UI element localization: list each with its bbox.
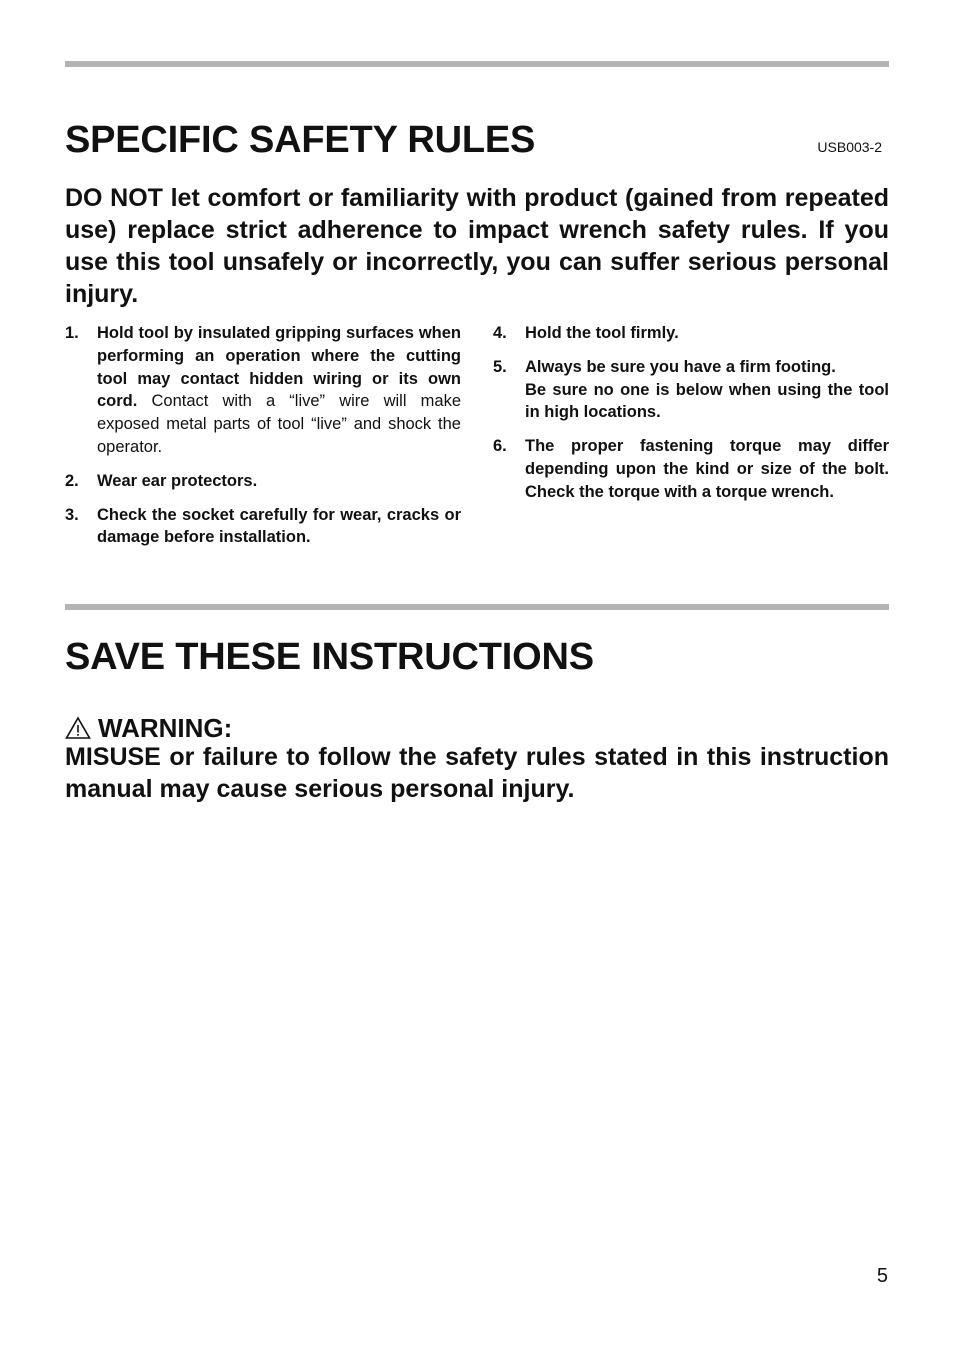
safety-intro-paragraph: DO NOT let comfort or familiarity with product (gained from repeated use) replace strict adherence to impact wrench safety rules. If you use this tool unsafely or incorrectly, you can suffer serious personal injury. xyxy=(65,184,889,308)
rule-number: 1. xyxy=(65,324,79,342)
document-code: USB003-2 xyxy=(817,139,882,155)
section-title-specific-safety-rules: SPECIFIC SAFETY RULES xyxy=(65,119,536,161)
middle-divider xyxy=(65,604,889,610)
rule-item xyxy=(65,322,461,459)
rule-item xyxy=(493,322,889,345)
top-divider xyxy=(65,61,889,67)
warning-triangle-icon xyxy=(65,716,91,740)
rule-bold-text: The proper fastening torque may differ depending upon the kind or size of the bolt. Check the torque with a torque wrench. xyxy=(525,437,889,501)
rule-bold-text: Hold the tool firmly. xyxy=(525,324,679,342)
rule-number: 5. xyxy=(493,357,507,376)
rule-bold-text: Wear ear protectors. xyxy=(97,471,258,490)
rule-bold-text: Hold tool by insulated gripping surfaces when performing an operation where the cutting tool may contact hidden wiring or its own cord. xyxy=(97,324,461,411)
rule-number: 2. xyxy=(65,471,79,490)
rules-list-right-column xyxy=(493,322,889,515)
rule-bold-text: Check the socket carefully for wear, cracks or damage before installation. xyxy=(97,505,461,547)
rule-item xyxy=(65,470,461,493)
page-number: 5 xyxy=(876,1265,888,1287)
rule-item xyxy=(493,435,889,503)
warning-heading xyxy=(65,712,232,744)
rule-normal-text: Contact with a “live” wire will make exposed metal parts of tool “live” and shock the operator. xyxy=(97,392,461,456)
rule-number: 4. xyxy=(493,324,507,342)
rule-item xyxy=(493,356,889,424)
warning-text: MISUSE or failure to follow the safety rules stated in this instruction manual may cause serious personal injury. xyxy=(65,743,889,803)
rule-number: 3. xyxy=(65,505,79,524)
rules-list-left-column xyxy=(65,322,461,560)
rule-bold-text-second: Be sure no one is below when using the tool in high locations. xyxy=(525,380,889,422)
rule-item xyxy=(65,504,461,550)
warning-label: WARNING: xyxy=(98,713,233,743)
rule-bold-text: Always be sure you have a firm footing. xyxy=(525,357,836,376)
section-title-save-instructions: SAVE THESE INSTRUCTIONS xyxy=(65,636,594,678)
rule-number: 6. xyxy=(493,437,507,456)
